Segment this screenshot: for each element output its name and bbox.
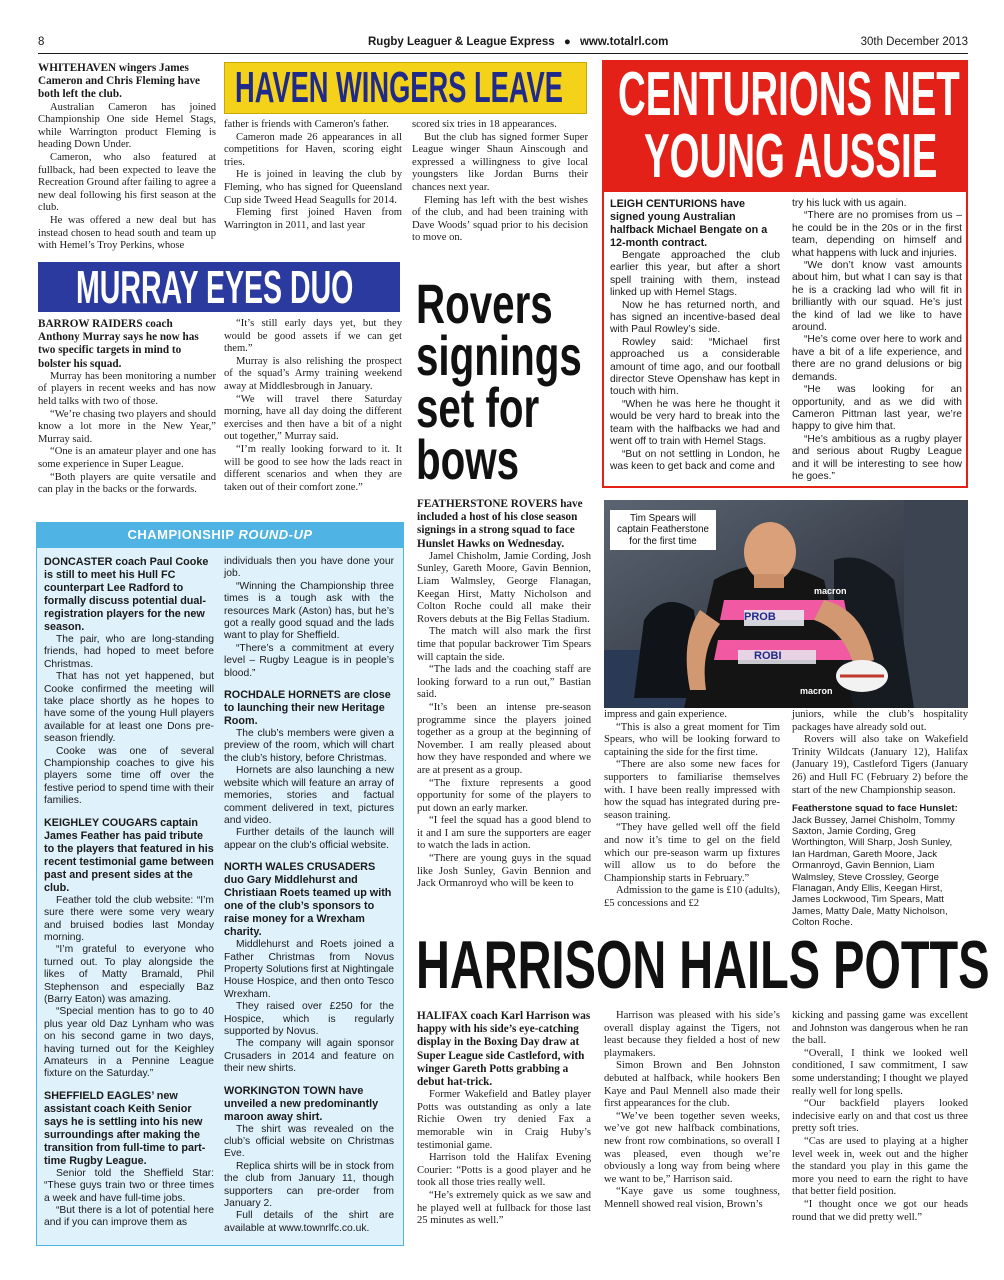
centurions-headline-line-2: YOUNG AUSSIE — [644, 122, 938, 191]
roundup-banner — [36, 522, 404, 548]
centurions-para: “When he was here he thought it would be very hard to break into the team with the halfbacks we had and went off to train with Hemel Stags. — [610, 398, 780, 448]
roundup-para: “There’s a commitment at every level – Rugby League is in people’s blood.” — [224, 642, 394, 679]
shirt-sponsor-text: ROBI — [754, 650, 782, 662]
murray-para: “We will travel there Saturday morning, have all day doing the different exercises and then have a bit of a night out together,” Murray said. — [224, 393, 402, 443]
haven-para: Australian Cameron has joined Championship One side Hemel Stags, while Warrington product Fleming is heading Down Under. — [38, 101, 216, 151]
centurions-para: try his luck with us again. — [792, 198, 907, 209]
murray-para: Murray has been monitoring a number of players in recent weeks and has now held talks with two of those. — [38, 370, 216, 407]
murray-col-1 — [38, 318, 216, 508]
rovers-para: “This is also a great moment for Tim Spears, who will be looking forward to captaining the side for the first time. — [604, 721, 780, 758]
centurions-headline-box — [604, 62, 966, 192]
roundup-para: Replica shirts will be in stock from the club from January 11, though supporters can pre-order from January 2. — [224, 1160, 394, 1210]
rovers-para: “There are also some new faces for supporters to familiarise themselves with. I have been really impressed with how the squad has integrated during pre-season training. — [604, 759, 780, 821]
harrison-para: “Cas are used to playing at a higher level week in, week out and the higher the standard you play in this game the more you need to earn the right to have that better field position. — [792, 1135, 968, 1198]
photo-caption: Tim Spears will captain Featherstone for the first time — [610, 510, 716, 550]
issue-date: 30th December 2013 — [860, 36, 968, 48]
haven-col-2 — [224, 119, 402, 257]
haven-para: Cameron made 26 appearances in all competitions for Haven, scoring eight tries. — [224, 131, 402, 168]
centurions-para: Rowley said: “Michael first approached us a considerable amount of time ago, and our football director Steve Openshaw has kept in touch with him. — [610, 336, 780, 398]
roundup-item-lead: DONCASTER coach Paul Cooke is still to meet his Hull FC counterpart Lee Radford to formally discuss potential dual-registration players for the new season. — [44, 556, 209, 633]
roundup-para: The company will again sponsor Crusaders in 2014 and feature on their new shirts. — [224, 1038, 394, 1075]
roundup-para: They raised over £250 for the Hospice, which is regularly supported by Novus. — [224, 1001, 394, 1037]
murray-headline: MURRAY EYES DUO — [76, 261, 354, 313]
rovers-para: “They have gelled well off the field and now it’s time to gel on the field which our pre-season warm up fixtures will allow us to do before the Championship starts in February.” — [604, 822, 780, 884]
roundup-para: The club’s members were given a preview of the room, which will chart the club’s history, before Christmas. — [224, 728, 394, 764]
harrison-para: Harrison told the Halifax Evening Courier: “Potts is a good player and he took all those tries really well. — [417, 1152, 591, 1189]
harrison-para: kicking and passing game was excellent and Johnston was dangerous when he ran the ball. — [792, 1010, 968, 1047]
roundup-item-lead: ROCHDALE HORNETS are close to launching their new Heritage Room. — [224, 689, 391, 728]
harrison-lead: HALIFAX coach Karl Harrison was happy with his side’s eye-catching display in the Boxing Day draw at Super League side Castleford, with winger Gareth Potts grabbing a debut hat-trick. — [417, 1010, 591, 1089]
haven-para: Fleming first joined Haven from Warrington in 2011, and last year — [224, 207, 402, 231]
roundup-para: “But there is a lot of potential here and if you can improve them as — [44, 1205, 214, 1229]
page-number: 8 — [38, 36, 45, 48]
roundup-para: Cooke was one of several Championship coaches to give his players some time off over the festive period to spend time with their families. — [44, 745, 214, 807]
haven-para: He was offered a new deal but has instead chosen to head south and team up with Hemel’s Troy Perkins, whose — [38, 214, 216, 252]
rovers-headline-line: Rovers — [416, 272, 553, 335]
centurions-para: “He was looking for an opportunity, and as we did with Cameron Pittman last year, we’re happy to give him that. — [792, 384, 962, 433]
murray-para: “We’re chasing two players and should know a lot more in the New Year,” Murray said. — [38, 408, 216, 445]
bullet: ● — [563, 36, 571, 48]
website-link[interactable]: www.totalrl.com — [579, 36, 669, 48]
roundup-item-lead: NORTH WALES CRUSADERS duo Gary Middlehurst and Christiaan Roets teamed up with one of the club’s sponsors to raise money for a Wrexham charity. — [224, 861, 392, 939]
harrison-para: “Kaye gave us some toughness, Mennell showed real vision, Brown’s — [604, 1186, 780, 1210]
rovers-para: impress and gain experience. — [604, 709, 727, 720]
harrison-para: “Overall, I think we looked well conditioned, I saw commitment, I saw some understanding; I thought we played really well for long spells. — [792, 1047, 968, 1097]
harrison-para: “He’s extremely quick as we saw and he played well at fullback for those last 25 minutes as well.” — [417, 1189, 591, 1227]
publication-line — [368, 36, 668, 48]
rovers-para: juniors, while the club’s hospitality packages have already sold out. — [792, 709, 968, 733]
rovers-photo — [604, 500, 968, 708]
rovers-para: “It’s been an intense pre-season programme since the players joined together as a group at the beginning of November. I am really pleased about how they have responded and where we are at present as a group. — [417, 701, 591, 776]
centurions-headline-line-1: CENTURIONS NET — [618, 60, 960, 129]
rovers-para: Jamel Chisholm, Jamie Cording, Josh Sunley, Gareth Moore, Gavin Bennion, Liam Walmsley, George Flanagan, Keegan Hirst, Matty Nicholson and Colton Roche could all make their Rovers debuts at the Big Fellas Stadium. — [417, 550, 591, 625]
roundup-para: “Special mention has to go to 40 plus year old Daz Lynham who was on his second game in two days, having turned out for the Keighley Amateurs in a Pennine League fixture on the Saturday.” — [44, 1006, 214, 1080]
roundup-para: Full details of the shirt are available at www.townrlfc.co.uk. — [224, 1210, 394, 1234]
haven-para: scored six tries in 18 appearances. — [412, 119, 557, 130]
centurions-para: “But on not settling in London, he was keen to get back and come and — [610, 448, 780, 472]
shirt-sponsor-text: macron — [814, 586, 847, 596]
centurions-col-1 — [610, 198, 780, 484]
harrison-para: Former Wakefield and Batley player Potts was outstanding as only a late Richie Owen try denied Fax a memorable win in Craig Huby’s testimonial game. — [417, 1089, 591, 1151]
haven-para: Fleming has left with the best wishes of the club, and had been training with Dave Woods’ squad prior to his decision to move on. — [412, 194, 588, 244]
roundup-item-lead: WORKINGTON TOWN have unveiled a new predominantly maroon away shirt. — [224, 1084, 379, 1123]
haven-para: Cameron, who also featured at fullback, had been expected to leave the Recreation Ground after failing to agree a new deal following his first season at the club. — [38, 151, 216, 214]
masthead — [38, 34, 968, 54]
harrison-para: “Our backfield players looked indecisive early on and that cost us three pretty soft tries. — [792, 1098, 968, 1135]
haven-headline: HAVEN WINGERS LEAVE — [235, 63, 563, 112]
roundup-col-2 — [224, 556, 394, 1240]
harrison-para: “We’ve been together seven weeks, we’ve got new halfback combinations, new front row combinations, so overall I was pleased, even though we’re obviously a long way from being where we want to be,” Harrison said. — [604, 1110, 780, 1185]
harrison-col-2 — [604, 1010, 780, 1246]
roundup-para: “I’m grateful to everyone who turned out. To play alongside the likes of Matty Bramald, Phil Stephenson and especially Baz (Barry Eaton) was amazing. — [44, 944, 214, 1005]
rovers-para: “I feel the squad has a good blend to it and I am sure the supporters are eager to watch the lads in action. — [417, 815, 591, 852]
haven-col-1 — [38, 62, 216, 258]
shirt-sponsor-text: PROB — [744, 611, 776, 623]
squad-list: Jack Bussey, Jamel Chisholm, Tommy Saxton, Jamie Cording, Greg Worthington, Will Sharp, Josh Sunley, Ian Hardman, Gareth Moore, Jack Ormanroyd, Gavin Bennion, Liam Walmsley, Steve Crossley, George Flanagan, Andy Ellis, Keegan Hirst, James Lockwood, Tim Spears, Matt James, Matty Dale, Matty Nicholson, Colton Roche. — [792, 814, 955, 929]
centurions-para: “There are no promises from us – he could be in the 20s or in the first team, depending on himself and what happens with luck and injuries. — [792, 210, 962, 259]
murray-para: “I’m really looking forward to it. It will be good to see how the lads react in different scenarios and when they are taken out of their comfort zone.” — [224, 443, 402, 493]
haven-col-3 — [412, 119, 588, 257]
rovers-para: Admission to the game is £10 (adults), £5 concessions and £2 — [604, 885, 780, 909]
roundup-para: Feather told the club website: “I’m sure there were some very weary and bruised bodies last Monday morning. — [44, 894, 214, 943]
haven-lead: WHITEHAVEN wingers James Cameron and Chris Fleming have both left the club. — [38, 62, 201, 101]
shirt-sponsor-text: macron — [800, 686, 833, 696]
roundup-para: The shirt was revealed on the club’s official website on Christmas Eve. — [224, 1123, 394, 1160]
roundup-col-1 — [44, 556, 214, 1240]
centurions-col-2 — [792, 198, 962, 484]
harrison-col-1 — [417, 1010, 591, 1246]
harrison-headline-box — [416, 927, 990, 1003]
haven-para: father is friends with Cameron's father. — [224, 119, 389, 130]
murray-headline-box — [38, 262, 400, 312]
rovers-para: “The fixture represents a good opportunity for some of the players to put down an early marker. — [417, 777, 591, 814]
roundup-para: Senior told the Sheffield Star: “These guys train two or three times a week and have full-time jobs. — [44, 1167, 214, 1204]
haven-para: But the club has signed former Super League winger Shaun Ainscough and expressed a willingness to give local youngsters like Jordan Burns their chances next year. — [412, 131, 588, 193]
murray-para: “Both players are quite versatile and can play in the backs or the forwards. — [38, 471, 216, 496]
squad-heading: Featherstone squad to face Hunslet: — [792, 803, 958, 815]
roundup-para: Middlehurst and Roets joined a Father Christmas from Novus Property Solutions first at Nightingale House Hospice, and then onto Tesco Wrexham. — [224, 939, 394, 1000]
centurions-para: Bengate approached the club earlier this year, but after a short spell training with them, instead linked up with Hemel Stags. — [610, 250, 780, 299]
rovers-para: Rovers will also take on Wakefield Trinity Wildcats (January 12), Halifax (January 19), Castleford Tigers (January 26) and Hull FC (February 2) before the start of the new Championship season. — [792, 734, 968, 796]
roundup-para: That has not yet happened, but Cooke confirmed the meeting will take place shortly as he hopes to have some of the young Hull players available for at least one Dons pre-season friendly. — [44, 671, 214, 745]
roundup-para: “Winning the Championship three times is a tough ask with the resources Mark (Aston) has, but he’s got a really good squad and the lads want to play for Sheffield. — [224, 580, 394, 642]
rovers-para: “There are young guys in the squad like Josh Sunley, Gavin Bennion and Jack Ormanroyd who will be keen to — [417, 853, 591, 890]
roundup-para: individuals then you have done your job. — [224, 556, 394, 580]
harrison-para: Simon Brown and Ben Johnston debuted at halfback, while hookers Ben Kaye and Paul Mennell also made their first appearances for the club. — [604, 1060, 780, 1110]
murray-para: Murray is also relishing the prospect of the squad’s Army training weekend away at Middlesbrough in January. — [224, 355, 402, 392]
rovers-lead: FEATHERSTONE ROVERS have included a host of his close season signings in a strong squad to face Hunslet Hawks on Wednesday. — [417, 498, 583, 550]
rovers-col-3 — [792, 709, 968, 929]
murray-para: “One is an amateur player and one has some experience in Super League. — [38, 446, 216, 470]
harrison-headline: HARRISON HAILS POTTS — [416, 927, 990, 1003]
rovers-col-2 — [604, 709, 780, 921]
roundup-para: The pair, who are long-standing friends, had hoped to meet before Christmas. — [44, 634, 214, 670]
haven-para: He is joined in leaving the club by Fleming, who has signed for Queensland Cup side Tweed Head Seagulls for 2014. — [224, 169, 402, 206]
publication-name: Rugby Leaguer & League Express — [368, 36, 555, 48]
rovers-headline-line: set for — [416, 376, 540, 439]
masthead-rule — [38, 53, 968, 54]
rovers-para: The match will also mark the first time that popular backrower Tim Spears will captain the side. — [417, 626, 591, 663]
murray-col-2 — [224, 318, 402, 508]
rovers-para: “The lads and the coaching staff are looking forward to a run out,” Bastian said. — [417, 664, 591, 701]
murray-lead: BARROW RAIDERS coach Anthony Murray says he now has two specific targets in mind to bolster his squad. — [38, 318, 199, 370]
centurions-para: “He’s ambitious as a rugby player and serious about Rugby League and it will be interesting to see how he goes.” — [792, 433, 962, 482]
centurions-para: “We don’t know vast amounts about him, but what I can say is that he is a cracking lad who will fit in brilliantly with our squad. He’s just the kind of lad we like to have around. — [792, 260, 962, 334]
roundup-banner-italic: ROUND-UP — [238, 527, 313, 542]
harrison-para: Harrison was pleased with his side’s overall display against the Tigers, not least because they fielded a host of new playmakers. — [604, 1010, 780, 1059]
roundup-para: Hornets are also launching a new website which will feature an array of memories, stories and factual comment delivered in text, pictures and video. — [224, 765, 394, 826]
centurions-lead: LEIGH CENTURIONS have signed young Australian halfback Michael Bengate on a 12-month contract. — [610, 198, 768, 249]
roundup-item-lead: SHEFFIELD EAGLES’ new assistant coach Keith Senior says he is settling into his new surroundings after making the transition from full-time to part-time Rugby League. — [44, 1089, 206, 1167]
roundup-item-lead: KEIGHLEY COUGARS captain James Feather has paid tribute to the players that featured in his recent testimonial game between past and present sides at the club. — [44, 816, 214, 894]
rovers-col-1 — [417, 498, 591, 926]
harrison-para: “I thought once we got our heads round that we did pretty well.” — [792, 1198, 968, 1223]
roundup-para: Further details of the launch will appear on the club’s official website. — [224, 827, 394, 851]
rovers-headline — [416, 272, 600, 491]
roundup-banner-plain: CHAMPIONSHIP — [127, 527, 235, 542]
rovers-headline-line: signings — [416, 324, 582, 387]
murray-para: “It’s still early days yet, but they would be good assets if we can get them.” — [224, 318, 402, 355]
harrison-col-3 — [792, 1010, 968, 1246]
rovers-headline-line: bows — [416, 428, 520, 491]
centurions-para: “He’s come over here to work and have a bit of a life experience, and there are no grand delusions or big demands. — [792, 334, 962, 383]
centurions-para: Now he has returned north, and has signed an incentive-based deal with Paul Rowley’s side. — [610, 299, 780, 336]
haven-headline-box — [224, 62, 587, 114]
